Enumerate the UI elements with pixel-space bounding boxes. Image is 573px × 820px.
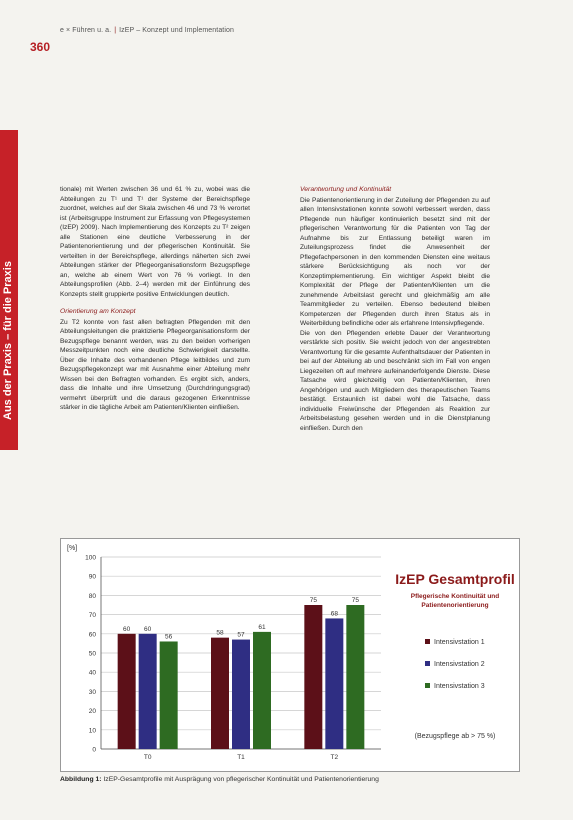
data-label: 57 [237, 631, 245, 639]
chart-title: IzEP Gesamtprofil [395, 571, 515, 587]
paragraph: Die Patientenorientierung in der Zuteilung der Pflegenden zu auf allen Intensivstationen konnte sowohl verbessert werden, dass Pflegende nun häufiger kontinuierlich besetzt sind mit der pflegerischen Verantwortung für die Patienten von Tag der Aufnahme bis zur Entlassung beteiligt waren im Zuteilungsprozess findet die Anwesenheit der Pflegefachpersonen in den kommenden Diensten eine weitaus stärkere Berücksichtigung als noch vor der Konzeptimplementierung. Ein wichtiger Aspekt bleibt die Komplexität der Pflege der Patienten/Klienten um die zunehmende Arbeitslast gerecht und gleichmäßig am alle Teammitglieder zu verteilen. Ebenso bedeutend bleiben Kompetenzen der Pflegenden durch ihren Status als in Weiterbildung befindliche oder als erfahrene Intensivpflegende. [300, 196, 490, 327]
bar [253, 632, 271, 749]
data-label: 58 [216, 629, 224, 637]
section-heading: Orientierung am Konzept [60, 308, 136, 315]
section-sidebar [0, 130, 18, 450]
data-label: 60 [123, 625, 131, 633]
bar [139, 634, 157, 749]
data-label: 75 [309, 597, 317, 604]
y-tick-label: 30 [88, 688, 96, 696]
legend-swatch [425, 639, 430, 644]
y-tick-label: 80 [88, 592, 96, 600]
bar [211, 638, 229, 749]
legend-label: Intensivstation 3 [434, 683, 485, 690]
data-label: 68 [330, 610, 338, 618]
data-label: 60 [144, 625, 152, 633]
bar [325, 618, 343, 749]
bar [346, 605, 364, 749]
y-tick-label: 90 [88, 573, 96, 581]
right-text-column [300, 185, 490, 433]
figure-caption [60, 776, 379, 783]
y-tick-label: 10 [88, 727, 96, 735]
x-tick-label: T2 [330, 754, 339, 761]
y-tick-label: 50 [88, 650, 96, 658]
left-text-column [60, 185, 250, 413]
x-tick-label: T1 [237, 754, 245, 761]
legend-swatch [425, 683, 430, 688]
y-unit-label: [%] [67, 545, 78, 552]
y-tick-label: 40 [88, 669, 96, 677]
bar [118, 634, 136, 749]
section-heading: Verantwortung und Kontinuität [300, 186, 392, 193]
page-number: 360 [30, 40, 51, 54]
data-label: 56 [165, 633, 173, 641]
y-tick-label: 100 [85, 554, 96, 562]
paragraph: Zu T2 konnte von fast allen befragten Pflegenden mit den Abteilungsleitungen die praktizierte Pflegeorganisationsform der Bezugspflege benannt werden, was zu den beiden vorherigen Messzeitpunkten noch eine deutliche Schwierigkeit darstellte. Über die Inhalte des vorhandenen Pflege leitbildes und zum Bezugspflegekonzept war mit Ausnahme einer Abteilung mehr Wissen bei den Befragten vorhanden. Es ergibt sich, anders, dass die Inhalte und ihre Umsetzung (Durchdringungsgrad) vermehrt überprüft und die daraus gezogenen Erkenntnisse stärker in die tägliche Arbeit am Patienten/Klienten einfließen. [60, 318, 250, 411]
running-header-authors: e × Führen u. a. [60, 27, 112, 34]
running-header [60, 27, 234, 34]
y-tick-label: 70 [88, 612, 96, 620]
legend-swatch [425, 661, 430, 666]
paragraph: tionale) mit Werten zwischen 36 und 61 % zu, wobei was die Abteilungen zu T¹ und T¹ der Systeme der Bereichspflege zuordnet, welches auf der Skala zwischen 46 und 73 % verortet ist (Arbeitsgruppe Instrument zur Erfassung von Pflegesystemen (IzEP) 2009). Nach Implementierung des Konzepts zu T² zeigen alle Stationen eine deutliche Verbesserung in der Patientenorientierung und der pflegerischen Kontinuität. Sie verteilten in der Bereichspflege, allerdings näherten sich zwei Abteilungen stärker der Pflegeorganisationsform Bezugspflege an, welche ab einem Wert von 76 % vorliegt. In den Abteilungsprofilen (Abb. 2–4) werden mit der Einführung des Konzepts stellt gruppierte positive Entwicklungen deutlich. [60, 186, 250, 298]
figure-frame [60, 538, 520, 772]
caption-label: Abbildung 1: [60, 776, 102, 783]
chart-subtitle-line1: Pflegerische Kontinuität und [410, 593, 500, 600]
bar [160, 641, 178, 749]
legend-label: Intensivstation 1 [434, 639, 485, 646]
bar-chart [61, 539, 519, 771]
bar [304, 605, 322, 749]
chart-footnote: (Bezugspflege ab > 75 %) [414, 733, 496, 740]
section-sidebar-label: Aus der Praxis – für die Praxis [2, 261, 14, 420]
legend-label: Intensivstation 2 [434, 661, 485, 668]
x-tick-label: T0 [143, 754, 152, 761]
y-tick-label: 60 [88, 631, 96, 639]
chart-subtitle-line2: Patientenorientierung [421, 602, 489, 609]
caption-text: IzEP-Gesamtprofile mit Ausprägung von pflegerischer Kontinuität und Patientenorientierung [101, 776, 379, 783]
y-tick-label: 20 [88, 708, 96, 716]
data-label: 61 [258, 623, 266, 631]
header-separator: | [114, 27, 117, 34]
paragraph: Die von den Pflegenden erlebte Dauer der Verantwortung verstärkte sich positiv. Sie weicht jedoch von der angestrebten Verantwortung für die gesamte Aufenthaltsdauer der Patienten in bei auf der Abteilung ab und beschränkt sich im Fall von engen Liegezeiten oft auf mehrere aufeinanderfolgende Dienste. Diese Tatsache wird gleichzeitig von Patienten/Klienten, ihren Angehörigen und auch Mitgliedern des therapeutischen Teams bestätigt. Erstaunlich ist dabei wohl die Tatsache, dass individuelle Freiwünsche der Pflegenden als Reaktion zur Arbeitsbelastung gesehen werden und in die Dienstplanung einfließen. Durch den [300, 329, 490, 432]
running-header-title: IzEP – Konzept und Implementation [119, 27, 234, 34]
y-tick-label: 0 [92, 746, 96, 754]
bar [232, 640, 250, 749]
data-label: 75 [351, 597, 359, 604]
